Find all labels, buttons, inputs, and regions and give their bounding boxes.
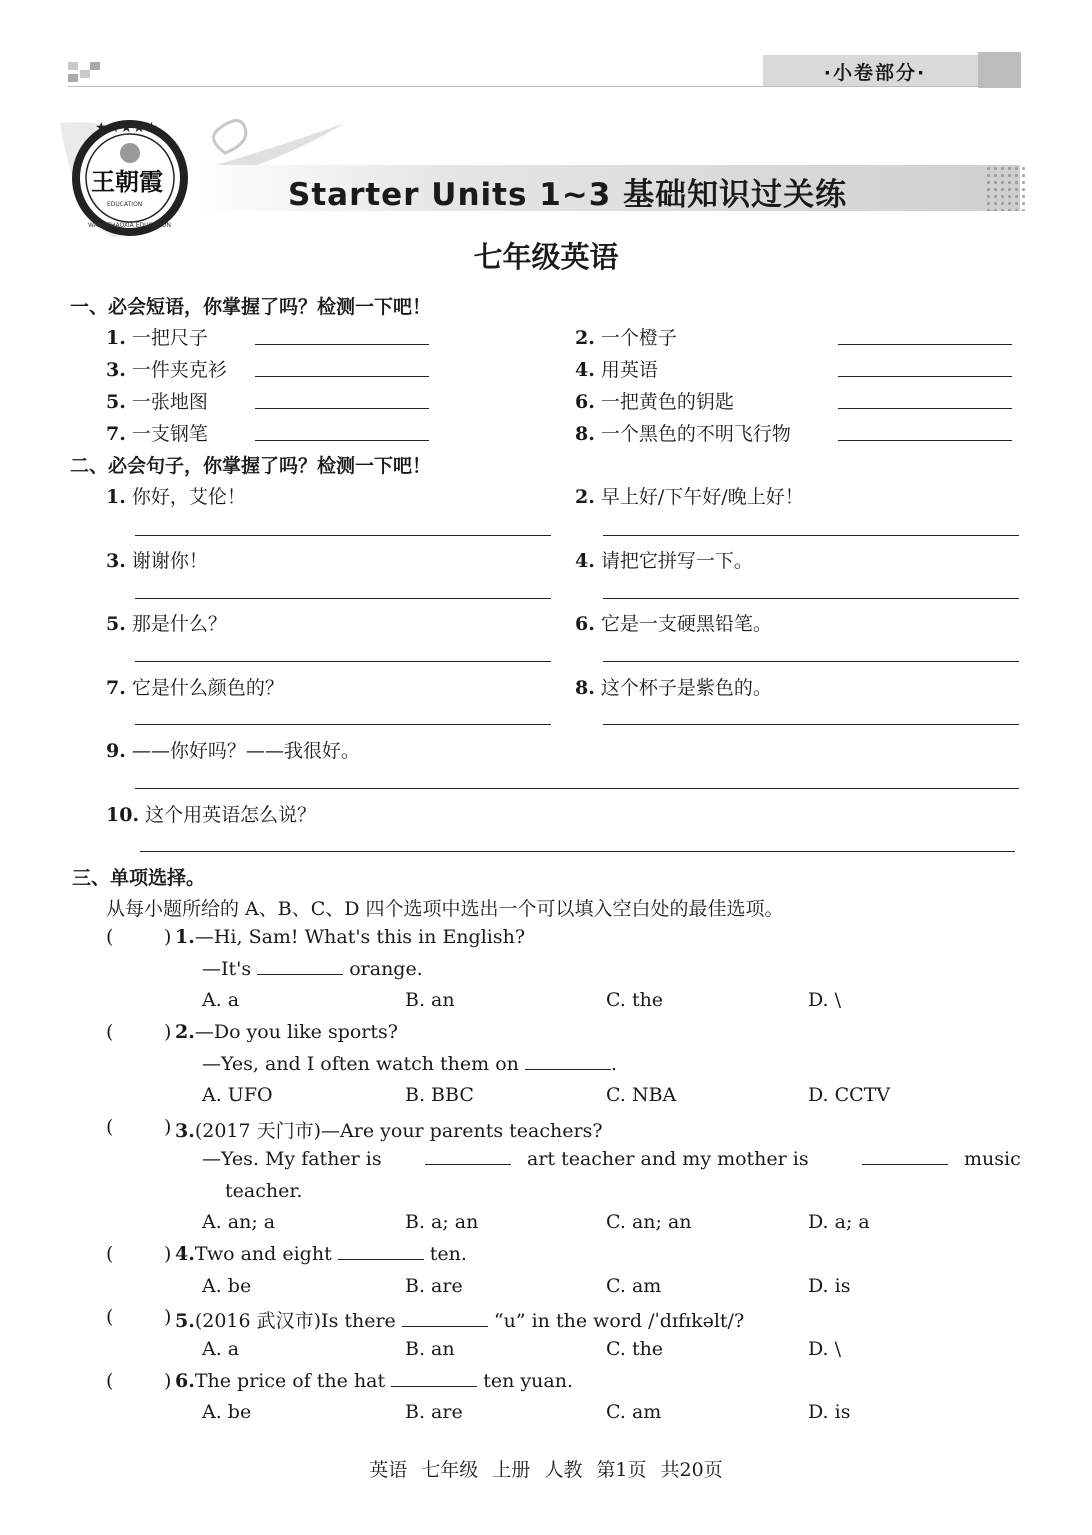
answer-line[interactable] <box>135 788 1019 789</box>
option-b: B. BBC <box>405 1084 474 1106</box>
phrase-item: 6. 一把黄色的钥匙 <box>575 391 734 413</box>
option-b: B. are <box>405 1401 463 1423</box>
answer-paren-close: ) <box>164 1306 172 1328</box>
answer-line[interactable] <box>838 376 1012 377</box>
question-2-line2: —Yes, and I often watch them on . <box>202 1053 617 1075</box>
title-dots <box>985 165 1025 211</box>
option-d: D. \ <box>808 989 842 1011</box>
answer-paren-close: ) <box>164 1243 172 1265</box>
answer-line[interactable] <box>255 344 429 345</box>
header-tag: ·小卷部分· <box>823 62 927 84</box>
answer-paren-close: ) <box>164 1021 172 1043</box>
answer-paren-open[interactable]: ( <box>106 926 114 948</box>
option-a: A. UFO <box>202 1084 273 1106</box>
option-c: C. the <box>606 1338 664 1360</box>
option-c: C. NBA <box>606 1084 677 1106</box>
answer-paren-open[interactable]: ( <box>106 1021 114 1043</box>
question-3: 3.(2017 天门市)—Are your parents teachers? <box>175 1120 603 1142</box>
fill-blank[interactable] <box>525 1053 611 1070</box>
phrase-item: 4. 用英语 <box>575 359 658 381</box>
answer-line[interactable] <box>255 408 429 409</box>
answer-paren-open[interactable]: ( <box>106 1370 114 1392</box>
question-1: 1.—Hi, Sam! What's this in English? <box>175 926 526 948</box>
option-b: B. an <box>405 989 455 1011</box>
section2-heading: 二、必会句子，你掌握了吗？检测一下吧！ <box>70 455 432 477</box>
sentence-item: 6. 它是一支硬黑铅笔。 <box>575 613 772 635</box>
sentence-item: 7. 它是什么颜色的？ <box>106 677 284 699</box>
answer-line[interactable] <box>135 661 551 662</box>
fill-blank[interactable] <box>862 1148 948 1169</box>
answer-line[interactable] <box>838 408 1012 409</box>
answer-line[interactable] <box>255 440 429 441</box>
section3-heading: 三、单项选择。 <box>72 867 206 889</box>
option-c: C. the <box>606 989 664 1011</box>
sentence-item: 2. 早上好/下午好/晚上好！ <box>575 486 804 508</box>
answer-line[interactable] <box>135 724 551 725</box>
question-3-line2-end: music <box>964 1148 1021 1170</box>
logo-stars: ★★★★★ <box>95 120 158 136</box>
sentence-item: 10. 这个用英语怎么说？ <box>106 804 317 826</box>
question-2: 2.—Do you like sports? <box>175 1021 398 1043</box>
question-5: 5.(2016 武汉市)Is there “u” in the word /ˈdɪfɪkəlt/? <box>175 1310 745 1332</box>
fill-blank[interactable] <box>402 1310 488 1327</box>
option-a: A. a <box>202 989 240 1011</box>
answer-line[interactable] <box>135 535 551 536</box>
header-tag-block <box>978 52 1021 88</box>
option-d: D. a; a <box>808 1211 870 1233</box>
answer-line[interactable] <box>140 851 1015 852</box>
answer-paren-close: ) <box>164 1370 172 1392</box>
option-a: A. be <box>202 1401 252 1423</box>
answer-paren-close: ) <box>164 926 172 948</box>
corner-decoration <box>90 62 100 70</box>
question-3-line2: —Yes. My father is <box>202 1148 382 1170</box>
answer-paren-open[interactable]: ( <box>106 1306 114 1328</box>
answer-paren-open[interactable]: ( <box>106 1243 114 1265</box>
answer-line[interactable] <box>255 376 429 377</box>
sentence-item: 4. 请把它拼写一下。 <box>575 550 753 572</box>
sentence-item: 1. 你好，艾伦！ <box>106 486 246 508</box>
answer-line[interactable] <box>603 661 1019 662</box>
fill-blank[interactable] <box>391 1370 477 1387</box>
question-6: 6.The price of the hat ten yuan. <box>175 1370 573 1392</box>
sentence-item: 9. ——你好吗？——我很好。 <box>106 740 360 762</box>
phrase-item: 1. 一把尺子 <box>106 327 208 349</box>
answer-line[interactable] <box>135 598 551 599</box>
phrase-item: 3. 一件夹克衫 <box>106 359 227 381</box>
option-d: D. is <box>808 1401 851 1423</box>
option-d: D. CCTV <box>808 1084 891 1106</box>
sentence-item: 8. 这个杯子是紫色的。 <box>575 677 772 699</box>
option-b: B. are <box>405 1275 463 1297</box>
answer-line[interactable] <box>603 724 1019 725</box>
corner-decoration <box>80 70 90 78</box>
fill-blank[interactable] <box>425 1148 511 1169</box>
option-a: A. an; a <box>202 1211 276 1233</box>
corner-decoration <box>68 74 78 82</box>
page-title: Starter Units 1~3 基础知识过关练 <box>288 177 848 213</box>
sentence-item: 3. 谢谢你！ <box>106 550 208 572</box>
answer-line[interactable] <box>838 440 1012 441</box>
question-3-line3: teacher. <box>225 1180 303 1202</box>
answer-paren-open[interactable]: ( <box>106 1116 114 1138</box>
phrase-item: 2. 一个橙子 <box>575 327 677 349</box>
phrase-item: 7. 一支钢笔 <box>106 423 208 445</box>
question-4: 4.Two and eight ten. <box>175 1243 467 1265</box>
phrase-item: 8. 一个黑色的不明飞行物 <box>575 423 791 445</box>
logo-brand-text: 王朝霞 <box>91 167 163 196</box>
fill-blank[interactable] <box>257 958 343 975</box>
answer-line[interactable] <box>603 598 1019 599</box>
question-3-line2-mid: art teacher and my mother is <box>527 1148 809 1170</box>
sentence-item: 5. 那是什么？ <box>106 613 227 635</box>
logo-ring-text: WANGZHAOXIA EDUCATION <box>88 222 171 229</box>
question-1-line2: —It's orange. <box>202 958 423 980</box>
answer-line[interactable] <box>838 344 1012 345</box>
answer-paren-close: ) <box>164 1116 172 1138</box>
option-d: D. is <box>808 1275 851 1297</box>
option-b: B. an <box>405 1338 455 1360</box>
page-subtitle: 七年级英语 <box>473 240 619 274</box>
phrase-item: 5. 一张地图 <box>106 391 208 413</box>
section1-heading: 一、必会短语，你掌握了吗？检测一下吧！ <box>70 296 432 318</box>
option-a: A. be <box>202 1275 252 1297</box>
section3-instruction: 从每小题所给的 A、B、C、D 四个选项中选出一个可以填入空白处的最佳选项。 <box>106 898 784 920</box>
answer-line[interactable] <box>603 535 1019 536</box>
option-b: B. a; an <box>405 1211 479 1233</box>
corner-decoration <box>68 62 78 70</box>
logo-sub-text: EDUCATION <box>107 201 143 208</box>
page-footer: 英语 七年级 上册 人教 第1页 共20页 <box>369 1459 723 1481</box>
option-c: C. am <box>606 1401 662 1423</box>
fill-blank[interactable] <box>338 1243 424 1260</box>
option-c: C. an; an <box>606 1211 692 1233</box>
option-c: C. am <box>606 1275 662 1297</box>
option-d: D. \ <box>808 1338 842 1360</box>
option-a: A. a <box>202 1338 240 1360</box>
header-rule <box>68 86 1021 87</box>
